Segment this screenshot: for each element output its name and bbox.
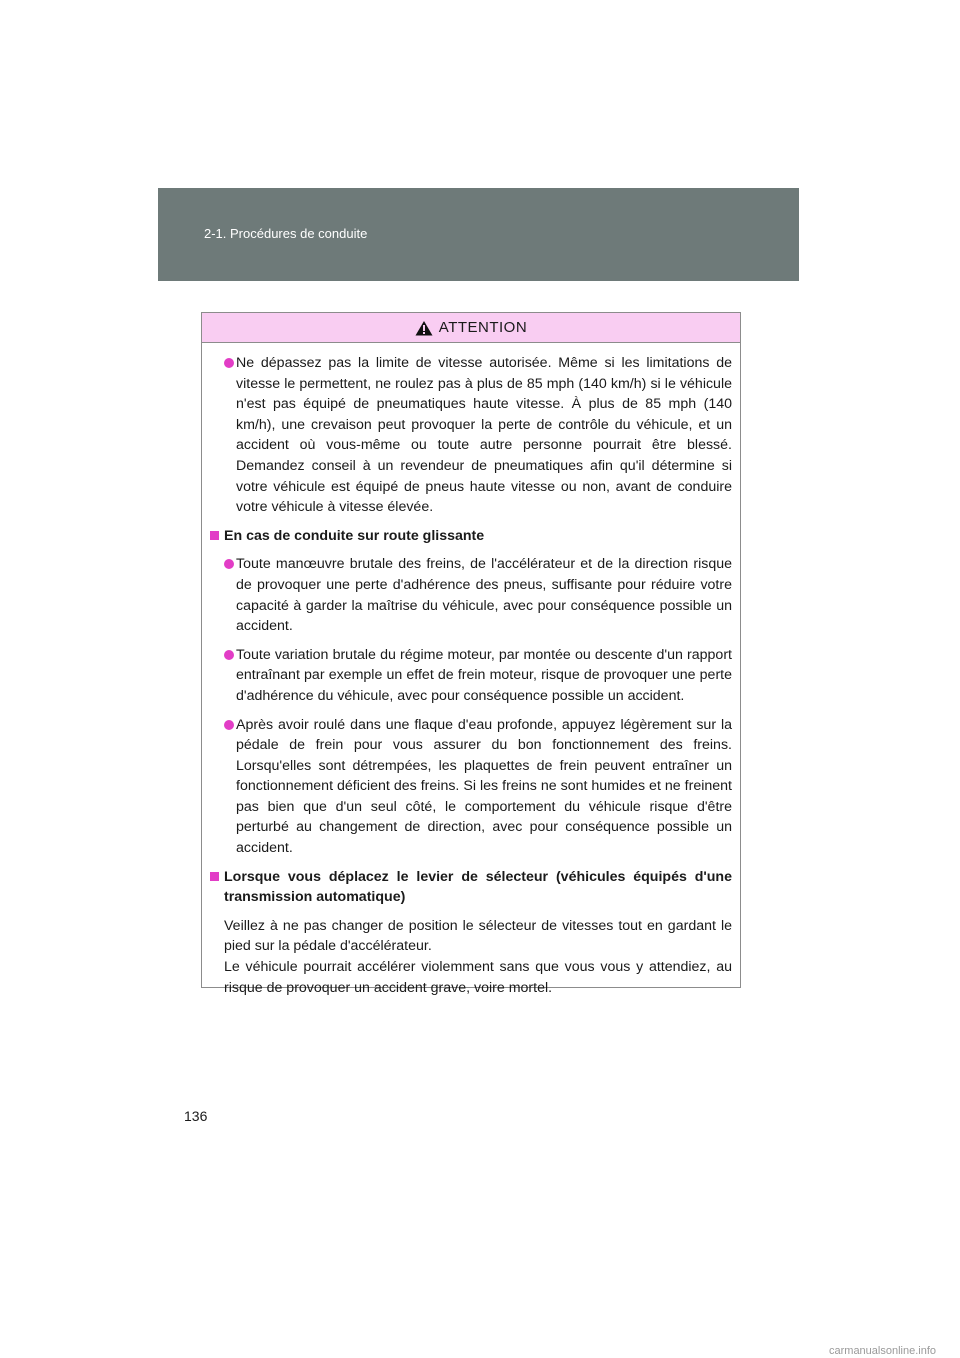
caution-header — [202, 313, 740, 343]
caution-label: ATTENTION — [438, 319, 528, 336]
subheading-text: Lorsque vous déplacez le levier de sélecteur (véhicules équipés d'une transmission automatique) — [224, 868, 732, 906]
subheading — [210, 867, 732, 908]
list-item — [210, 353, 732, 518]
paragraph: Le véhicule pourrait accélérer violemment sans que vous vous y attendiez, au risque de provoquer un accident grave, voire mortel. — [224, 959, 732, 996]
list-item-text: Après avoir roulé dans une flaque d'eau profonde, appuyez légèrement sur la pédale de frein pour vous assurer du bon fonctionnement des freins. Lorsqu'elles sont détrempées, les plaquettes de frein peuvent entraîner un fonctionnement déficient des freins. Si les freins ne sont humides et ne freinent pas bien que d'un seul côté, le comportement du véhicule risque d'être perturbé au changement de direction, avec pour conséquence possible un accident. — [236, 716, 732, 857]
subheading — [210, 526, 732, 547]
square-bullet-icon — [210, 531, 219, 540]
bullet-dot-icon — [224, 650, 234, 660]
square-bullet-icon — [210, 872, 219, 881]
header-band — [158, 188, 799, 281]
caution-body — [202, 343, 740, 998]
page-number: 136 — [184, 1108, 208, 1124]
list-item — [210, 715, 732, 859]
bullet-dot-icon — [224, 720, 234, 730]
footer-watermark: carmanualsonline.info — [829, 1345, 937, 1357]
list-item — [210, 645, 732, 707]
caution-box — [201, 312, 741, 996]
warning-icon — [415, 320, 433, 336]
list-item-text: Toute manœuvre brutale des freins, de l'accélérateur et de la direction risque de provoquer une perte d'adhérence des pneus, suffisante pour réduire votre capacité à garder la maîtrise du véhicule, avec pour conséquence possible un accident. — [236, 556, 732, 635]
paragraph: Veillez à ne pas changer de position le sélecteur de vitesses tout en gardant le pied sur la pédale d'accélérateur. — [224, 917, 732, 955]
subheading-text: En cas de conduite sur route glissante — [224, 527, 485, 544]
section-title: 2-1. Procédures de conduite — [204, 226, 368, 241]
bullet-dot-icon — [224, 559, 234, 569]
list-item-text: Ne dépassez pas la limite de vitesse autorisée. Même si les limitations de vitesse le permettent, ne roulez pas à plus de 85 mph (140 km/h) si le véhicule n'est pas équipé de pneumatiques haute vitesse. À plus de 85 mph (140 km/h), une crevaison peut provoquer la perte de contrôle du véhicule, et un accident où vous-même ou toute autre personne pourrait être blessé. Demandez conseil à un revendeur de pneumatiques afin qu'il détermine si votre véhicule est équipé de pneus haute vitesse ou non, avant de conduire votre véhicule à vitesse élevée. — [236, 355, 732, 516]
bullet-dot-icon — [224, 358, 234, 368]
list-item-text: Toute variation brutale du régime moteur, par montée ou descente d'un rapport entraînant par exemple un effet de frein moteur, risque de provoquer une perte d'adhérence du véhicule, avec pour conséquence possible un accident. — [236, 646, 732, 704]
list-item — [210, 554, 732, 636]
